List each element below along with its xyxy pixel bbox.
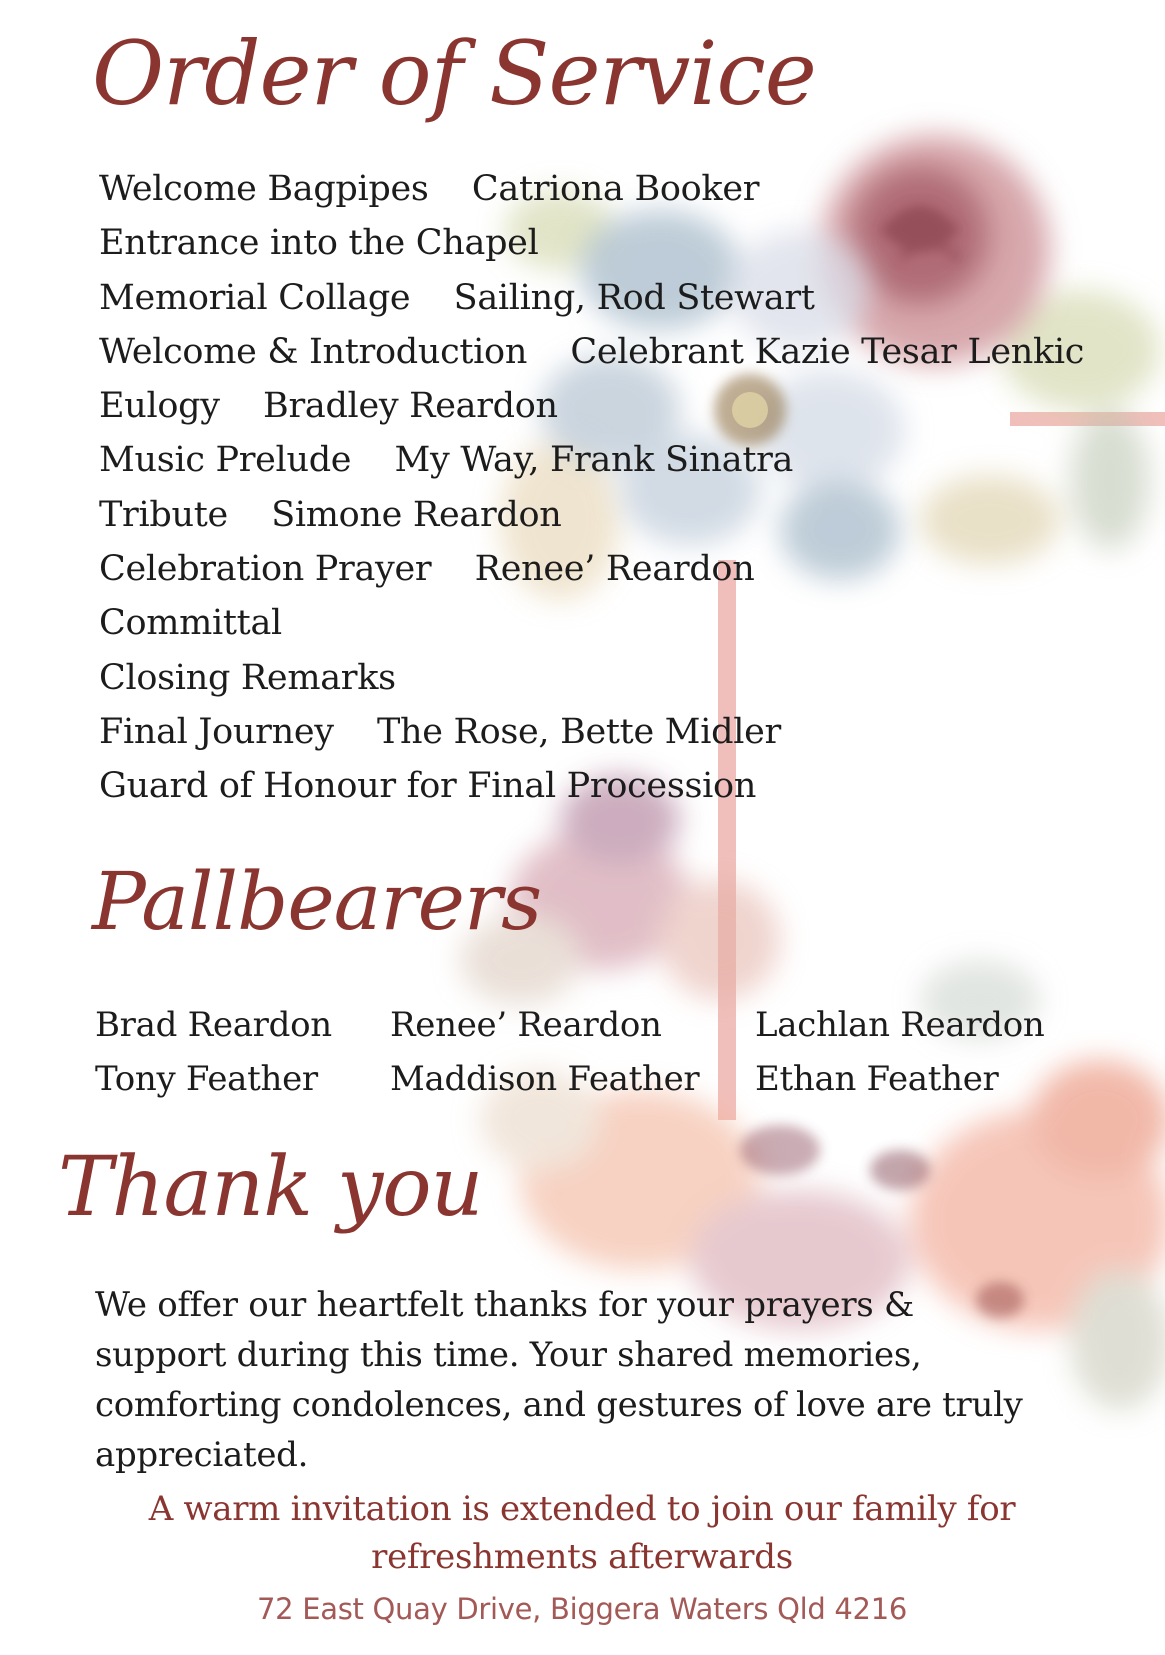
pallbearer-name: Brad Reardon	[95, 1005, 332, 1045]
pallbearer-name: Lachlan Reardon	[755, 1005, 1045, 1045]
service-item: Music Prelude My Way, Frank Sinatra	[99, 440, 794, 481]
invitation-line: A warm invitation is extended to join our family for	[148, 1489, 1016, 1529]
service-item: Final Journey The Rose, Bette Midler	[99, 711, 781, 752]
pallbearer-name: Tony Feather	[95, 1059, 318, 1099]
service-item: Guard of Honour for Final Procession	[99, 766, 757, 807]
thank-you-title: Thank you	[58, 1140, 483, 1235]
service-item: Closing Remarks	[99, 657, 396, 698]
service-item: Tribute Simone Reardon	[99, 494, 562, 535]
thanks-paragraph: We offer our heartfelt thanks for your prayers & support during this time. Your shared memories, comforting condolences, and gestures of love are truly appreciated.	[95, 1285, 1023, 1475]
service-item: Celebration Prayer Renee’ Reardon	[99, 549, 755, 590]
pallbearers-list	[95, 1005, 1095, 1115]
service-item: Memorial Collage Sailing, Rod Stewart	[99, 277, 815, 318]
pallbearer-name: Maddison Feather	[390, 1059, 700, 1099]
service-item: Entrance into the Chapel	[99, 223, 539, 264]
service-list	[99, 162, 1084, 814]
venue-address: 72 East Quay Drive, Biggera Waters Qld 4216	[256, 1592, 907, 1626]
pallbearer-name: Ethan Feather	[755, 1059, 999, 1099]
pallbearers-title: Pallbearers	[92, 855, 542, 948]
service-item: Welcome Bagpipes Catriona Booker	[99, 169, 760, 209]
invitation-line: refreshments afterwards	[371, 1537, 793, 1577]
service-item: Eulogy Bradley Reardon	[99, 386, 558, 427]
pallbearer-name: Renee’ Reardon	[390, 1005, 662, 1045]
invitation-text	[82, 1485, 1082, 1581]
service-item: Welcome & Introduction Celebrant Kazie Tesar Lenkic	[99, 331, 1085, 372]
order-of-service-title: Order of Service	[92, 22, 816, 125]
service-item: Committal	[99, 603, 282, 644]
